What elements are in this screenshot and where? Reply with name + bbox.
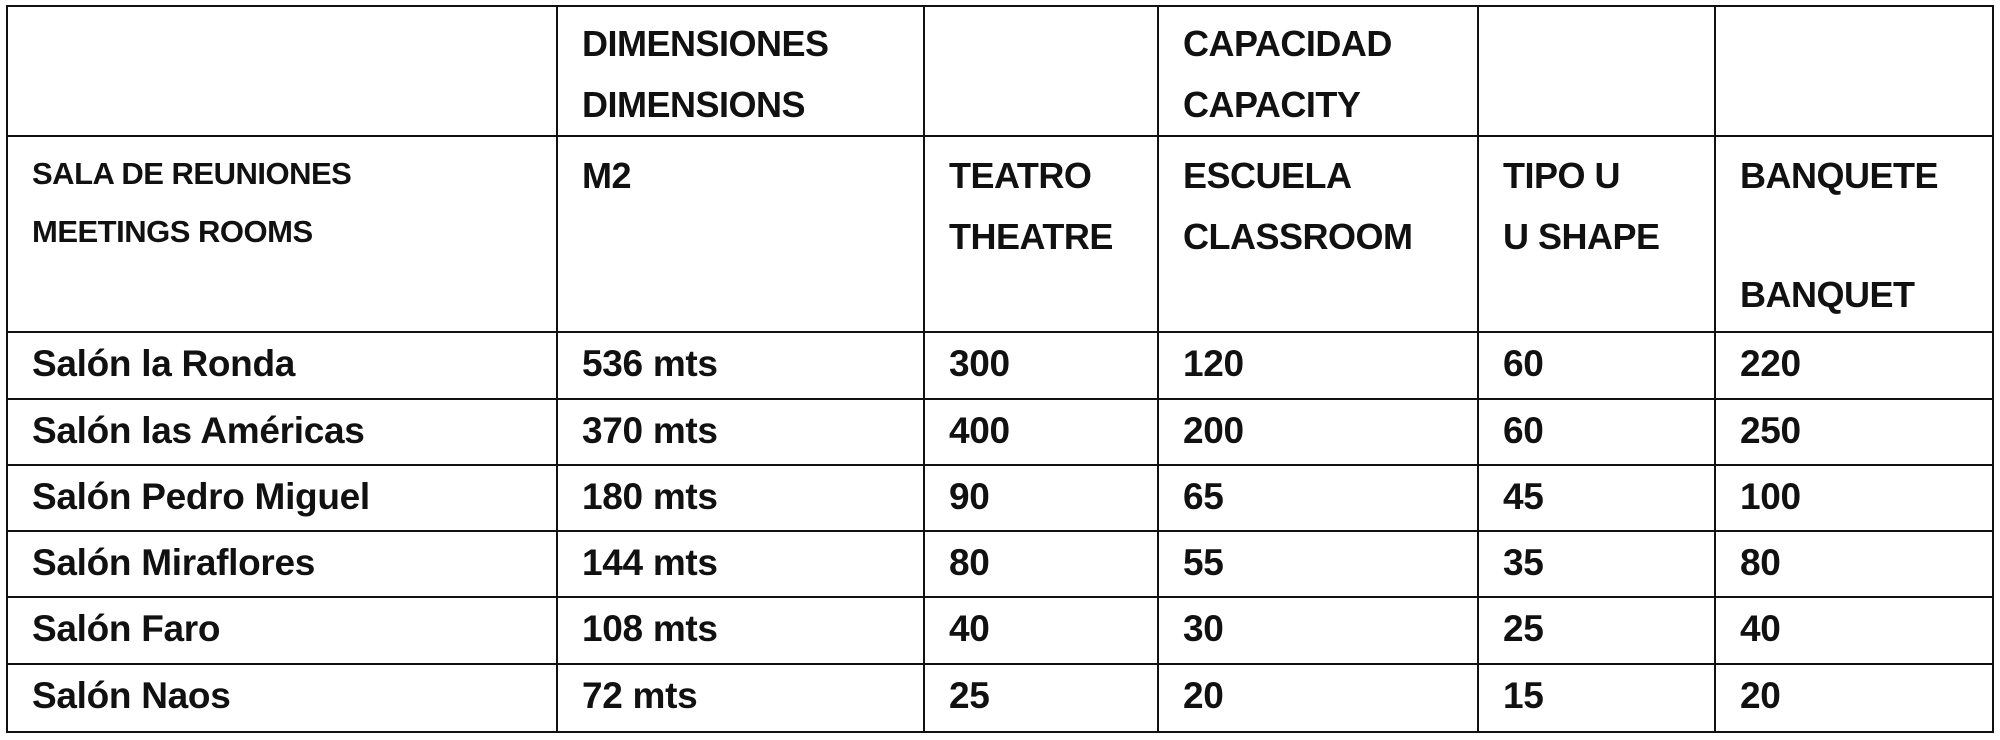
header-classroom-en: CLASSROOM	[1183, 216, 1413, 257]
header-ushape-es: TIPO U	[1503, 155, 1621, 196]
header-top-empty-cell	[924, 6, 1158, 136]
header-room-en: MEETINGS ROOMS	[32, 214, 313, 249]
header-row-columns	[7, 136, 1993, 332]
capacity-ushape: 45	[1478, 465, 1715, 531]
capacity-classroom: 200	[1158, 399, 1478, 465]
capacity-classroom: 20	[1158, 664, 1478, 732]
capacity-theatre: 400	[924, 399, 1158, 465]
header-theatre	[924, 136, 1158, 332]
room-area: 536 mts	[557, 332, 924, 399]
capacity-theatre: 40	[924, 597, 1158, 664]
capacity-theatre: 80	[924, 531, 1158, 597]
header-ushape	[1478, 136, 1715, 332]
header-banquet-es: BANQUETE	[1740, 155, 1939, 196]
capacity-classroom: 65	[1158, 465, 1478, 531]
header-top-empty-cell	[7, 6, 557, 136]
header-top-empty-cell	[1478, 6, 1715, 136]
room-area: 144 mts	[557, 531, 924, 597]
header-dimensions	[557, 6, 924, 136]
table-row	[7, 332, 1993, 399]
room-name: Salón Pedro Miguel	[7, 465, 557, 531]
capacity-ushape: 35	[1478, 531, 1715, 597]
header-top-empty-cell	[1715, 6, 1993, 136]
header-ushape-en: U SHAPE	[1503, 216, 1660, 257]
room-area: 180 mts	[557, 465, 924, 531]
header-row-top	[7, 6, 1993, 136]
room-name: Salón las Américas	[7, 399, 557, 465]
capacity-theatre: 300	[924, 332, 1158, 399]
capacity-ushape: 15	[1478, 664, 1715, 732]
header-theatre-en: THEATRE	[949, 216, 1113, 257]
table-row	[7, 531, 1993, 597]
capacity-ushape: 60	[1478, 399, 1715, 465]
room-area: 108 mts	[557, 597, 924, 664]
header-area	[557, 136, 924, 332]
capacity-banquet: 20	[1715, 664, 1993, 732]
capacity-classroom: 55	[1158, 531, 1478, 597]
capacity-banquet: 40	[1715, 597, 1993, 664]
capacity-banquet: 100	[1715, 465, 1993, 531]
header-capacity-es: CAPACIDAD	[1183, 23, 1392, 64]
header-capacity	[1158, 6, 1478, 136]
room-area: 72 mts	[557, 664, 924, 732]
header-room	[7, 136, 557, 332]
header-dimensions-en: DIMENSIONS	[582, 84, 806, 125]
header-area-label: M2	[582, 155, 632, 196]
capacity-ushape: 60	[1478, 332, 1715, 399]
capacity-theatre: 90	[924, 465, 1158, 531]
capacity-ushape: 25	[1478, 597, 1715, 664]
header-theatre-es: TEATRO	[949, 155, 1092, 196]
capacity-theatre: 25	[924, 664, 1158, 732]
header-classroom-es: ESCUELA	[1183, 155, 1352, 196]
room-name: Salón Miraflores	[7, 531, 557, 597]
room-name: Salón la Ronda	[7, 332, 557, 399]
header-capacity-en: CAPACITY	[1183, 84, 1361, 125]
capacity-banquet: 250	[1715, 399, 1993, 465]
capacity-banquet: 220	[1715, 332, 1993, 399]
room-name: Salón Naos	[7, 664, 557, 732]
capacity-classroom: 30	[1158, 597, 1478, 664]
header-dimensions-es: DIMENSIONES	[582, 23, 829, 64]
header-room-es: SALA DE REUNIONES	[32, 156, 352, 191]
table-row	[7, 399, 1993, 465]
room-area: 370 mts	[557, 399, 924, 465]
header-banquet-en: BANQUET	[1740, 274, 1915, 315]
table-row	[7, 597, 1993, 664]
header-classroom	[1158, 136, 1478, 332]
capacity-classroom: 120	[1158, 332, 1478, 399]
capacity-banquet: 80	[1715, 531, 1993, 597]
table-row	[7, 664, 1993, 732]
table-row	[7, 465, 1993, 531]
header-banquet	[1715, 136, 1993, 332]
meeting-rooms-table	[6, 5, 1994, 733]
room-name: Salón Faro	[7, 597, 557, 664]
